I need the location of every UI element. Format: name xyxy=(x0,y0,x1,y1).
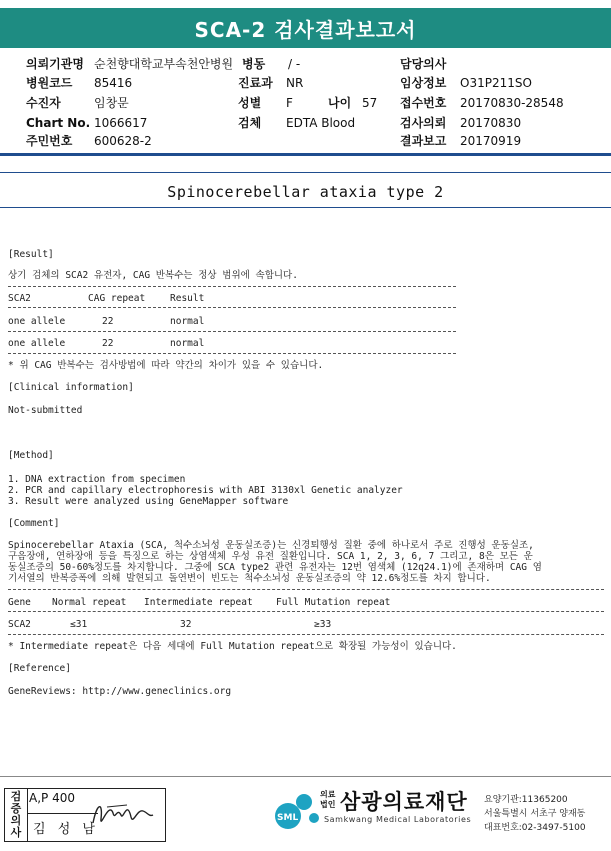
stamp-reg-no: A,P 400 xyxy=(29,791,75,805)
clinical-value: O31P211SO xyxy=(460,76,532,90)
result-col-cag: CAG repeat xyxy=(88,293,146,304)
comment-row-full: ≥33 xyxy=(314,619,332,630)
comment-line-3: 동실조증의 50-60%정도를 차지합니다. 그중에 SCA type2 관련 유전자는 12번 염색체 (12q24.1)에 존재하며 CAG 염 xyxy=(8,562,542,573)
sml-logo-letters: SML xyxy=(277,813,299,823)
footer-rule xyxy=(0,776,611,777)
result-rule xyxy=(8,353,456,354)
foundation-prefix-bottom: 법인 xyxy=(320,800,336,809)
signature-stamp xyxy=(4,788,166,842)
clinical-text: Not-submitted xyxy=(8,405,83,416)
comment-note: * Intermediate repeat은 다음 세대에 Full Mutation repeat으로 확장될 가능성이 있습니다. xyxy=(8,641,457,652)
comment-line-1: Spinocerebellar Ataxia (SCA, 척수소뇌성 운동실조증)는 신경퇴행성 질환 중에 하나로서 주로 진행성 운동실조, xyxy=(8,540,534,551)
comment-rule xyxy=(8,589,604,590)
reference-text: GeneReviews: http://www.geneclinics.org xyxy=(8,686,232,697)
id-label: 주민번호 xyxy=(26,134,73,148)
sex-label: 성별 xyxy=(238,96,262,110)
stamp-char: 의 xyxy=(10,814,22,827)
result-heading: [Result] xyxy=(8,249,54,260)
result-note: * 위 CAG 반복수는 검사방법에 따라 약간의 차이가 있을 수 있습니다. xyxy=(8,360,324,371)
comment-col-normal: Normal repeat xyxy=(52,597,127,608)
age-label: 나이 xyxy=(328,96,352,110)
age-value: 57 xyxy=(362,96,378,110)
foundation-prefix xyxy=(320,790,335,810)
result-col-gene: SCA2 xyxy=(8,293,31,304)
stamp-char: 사 xyxy=(10,826,22,839)
comment-col-gene: Gene xyxy=(8,597,31,608)
chart-label: Chart No. xyxy=(26,116,91,130)
method-line-2: 2. PCR and capillary electrophoresis with ABI 3130xl Genetic analyzer xyxy=(8,485,403,496)
test-subtitle: Spinocerebellar ataxia type 2 xyxy=(167,183,444,201)
code-label: 병원코드 xyxy=(26,76,73,90)
foundation-name: 삼광의료재단 xyxy=(340,790,468,814)
ward-label: 병동 xyxy=(242,57,266,71)
comment-line-2: 구음장애, 연하장애 등을 특징으로 하는 상염색체 우성 유전 질환입니다. SCA 1, 2, 3, 6, 7 그리고, 8은 모든 운 xyxy=(8,551,533,562)
subtitle-top-rule xyxy=(0,172,611,173)
accession-label: 접수번호 xyxy=(400,96,447,110)
reference-heading: [Reference] xyxy=(8,663,71,674)
foundation-address: 서울특별시 서초구 양재동 xyxy=(484,809,586,819)
comment-heading: [Comment] xyxy=(8,518,60,529)
clinical-heading: [Clinical information] xyxy=(8,382,134,393)
code-value: 85416 xyxy=(94,76,133,90)
dept-value: NR xyxy=(286,76,304,90)
dept-label: 진료과 xyxy=(238,76,273,90)
comment-row-normal: ≤31 xyxy=(70,619,88,630)
specimen-value: EDTA Blood xyxy=(286,116,356,130)
result-rule xyxy=(8,331,456,332)
stamp-char: 증 xyxy=(10,802,22,815)
subtitle-bottom-rule xyxy=(0,207,611,208)
comment-col-intermediate: Intermediate repeat xyxy=(144,597,253,608)
method-heading: [Method] xyxy=(8,450,54,461)
result-summary: 상기 검체의 SCA2 유전자, CAG 반복수는 정상 범위에 속합니다. xyxy=(8,270,298,281)
foundation-code: 요양기관:11365200 xyxy=(484,795,568,805)
id-value: 600628-2 xyxy=(94,134,152,148)
method-line-1: 1. DNA extraction from specimen xyxy=(8,474,186,485)
result-row-2-result: normal xyxy=(170,338,205,349)
accession-value: 20170830-28548 xyxy=(460,96,564,110)
stamp-name: 김 성 남 xyxy=(33,822,99,837)
comment-line-4: 기서열의 반복증폭에 의해 발현되고 돌연변이 빈도는 척수소뇌성 운동실조증의 약 12.6%정도를 차지 합니다. xyxy=(8,573,491,584)
request-value: 20170830 xyxy=(460,116,522,130)
ward-value: / - xyxy=(288,57,301,71)
method-line-3: 3. Result were analyzed using GeneMapper software xyxy=(8,496,289,507)
foundation-phone: 대표번호:02-3497-5100 xyxy=(484,823,586,833)
hospital-value: 순천향대학교부속천안병원 xyxy=(94,57,234,71)
request-label: 검사의뢰 xyxy=(400,116,447,130)
comment-rule xyxy=(8,611,604,612)
report-label: 결과보고 xyxy=(400,134,447,148)
result-col-result: Result xyxy=(170,293,205,304)
result-rule xyxy=(8,307,456,308)
result-row-1-cag: 22 xyxy=(102,316,114,327)
result-row-1-result: normal xyxy=(170,316,205,327)
signature-icon xyxy=(87,793,157,837)
comment-col-full: Full Mutation repeat xyxy=(276,597,391,608)
patient-value: 임창문 xyxy=(94,96,129,110)
clinical-label: 임상정보 xyxy=(400,76,447,90)
result-rule xyxy=(8,286,456,287)
stamp-side-label xyxy=(5,789,28,841)
foundation-name-en: Samkwang Medical Laboratories xyxy=(324,815,472,824)
stamp-char: 검 xyxy=(10,790,22,803)
result-row-1-allele: one allele xyxy=(8,316,66,327)
result-row-2-cag: 22 xyxy=(102,338,114,349)
comment-row-intermediate: 32 xyxy=(180,619,192,630)
result-row-2-allele: one allele xyxy=(8,338,66,349)
specimen-label: 검체 xyxy=(238,116,262,130)
doctor-label: 담당의사 xyxy=(400,57,447,71)
report-title: SCA-2 검사결과보고서 xyxy=(0,8,611,48)
patient-label: 수진자 xyxy=(26,96,61,110)
report-value: 20170919 xyxy=(460,134,522,148)
header-divider xyxy=(0,153,611,156)
chart-value: 1066617 xyxy=(94,116,148,130)
comment-row-gene: SCA2 xyxy=(8,619,31,630)
comment-rule xyxy=(8,634,604,635)
foundation-prefix-top: 의료 xyxy=(320,790,336,799)
hospital-label: 의뢰기관명 xyxy=(26,57,84,71)
sex-value: F xyxy=(286,96,293,110)
